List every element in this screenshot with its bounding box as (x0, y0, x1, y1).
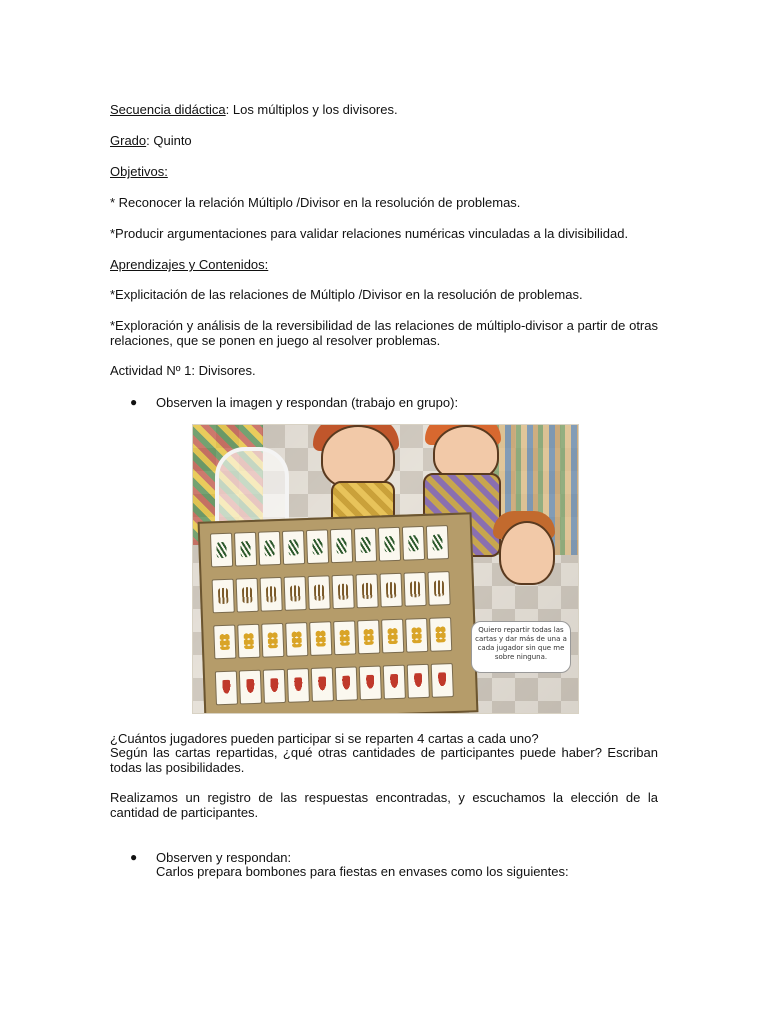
playing-card (383, 665, 406, 700)
playing-card (356, 574, 379, 609)
playing-card (405, 618, 428, 653)
playing-card (333, 620, 356, 655)
playing-card (239, 670, 262, 705)
activity-title: Actividad Nº 1: Divisores. (110, 363, 256, 378)
playing-card (237, 624, 260, 659)
playing-card (212, 579, 235, 614)
record-paragraph: Realizamos un registro de las respuestas encontradas, y escuchamos la elección de la cantidad de participantes. (110, 790, 658, 820)
playing-card (332, 574, 355, 609)
playing-card (429, 617, 452, 652)
sequence-label: Secuencia didáctica (110, 102, 226, 117)
playing-card (354, 528, 377, 563)
bullet-icon: ● (130, 395, 138, 409)
playing-card (282, 530, 305, 565)
playing-card (236, 578, 259, 613)
playing-card (335, 666, 358, 701)
playing-card (407, 664, 430, 699)
playing-card (215, 671, 238, 706)
grade-text: : Quinto (146, 133, 192, 148)
grade-line (110, 133, 192, 148)
question-1: ¿Cuántos jugadores pueden participar si se reparten 4 cartas a cada uno? (110, 731, 539, 746)
grade-label: Grado (110, 133, 147, 148)
bullet-icon: ● (130, 850, 138, 864)
objective-1: * Reconocer la relación Múltiplo /Divisor en la resolución de problemas. (110, 195, 521, 210)
cards-illustration (192, 424, 579, 714)
playing-card (258, 531, 281, 566)
playing-card (213, 625, 236, 660)
child-head (499, 521, 555, 585)
objectives-heading: Objetivos: (110, 164, 168, 179)
playing-card (285, 622, 308, 657)
speech-bubble: Quiero repartir todas las cartas y dar más de una a cada jugador sin que me sobre ninguna. (471, 621, 571, 673)
bullet-text-1: Observen la imagen y respondan (trabajo en grupo): (156, 395, 459, 410)
playing-card (381, 619, 404, 654)
playing-card (378, 527, 401, 562)
bullet-text-2: Observen y respondan: (156, 850, 292, 865)
question-2: Según las cartas repartidas, ¿qué otras cantidades de participantes puede haber? Escriban todas las posibilidades. (110, 745, 658, 775)
playing-card (330, 528, 353, 563)
playing-card (426, 525, 449, 560)
playing-card (403, 572, 426, 607)
child-head (321, 425, 395, 489)
playing-card (210, 533, 233, 568)
playing-card (308, 575, 331, 610)
objective-2: *Producir argumentaciones para validar relaciones numéricas vinculadas a la divisibilidad. (110, 226, 629, 241)
playing-card (311, 667, 334, 702)
playing-card (263, 669, 286, 704)
playing-card (357, 620, 380, 655)
playing-card (287, 668, 310, 703)
playing-card (380, 573, 403, 608)
card-board (198, 512, 479, 714)
playing-card (234, 532, 257, 567)
playing-card (309, 621, 332, 656)
playing-card (427, 571, 450, 606)
playing-card (306, 529, 329, 564)
learning-item-2: *Exploración y análisis de la reversibilidad de las relaciones de múltiplo-divisor a partir de otras relaciones, que se ponen en juego al resolver problemas. (110, 318, 658, 348)
sequence-line (110, 102, 398, 117)
playing-card (261, 623, 284, 658)
playing-card (359, 666, 382, 701)
playing-card (284, 576, 307, 611)
playing-card (431, 663, 454, 698)
bullet-subtext-2: Carlos prepara bombones para fiestas en envases como los siguientes: (156, 864, 569, 879)
learning-heading: Aprendizajes y Contenidos: (110, 257, 269, 272)
playing-card (402, 526, 425, 561)
learning-item-1: *Explicitación de las relaciones de Múltiplo /Divisor en la resolución de problemas. (110, 287, 583, 302)
sequence-text: : Los múltiplos y los divisores. (225, 102, 398, 117)
playing-card (260, 577, 283, 612)
